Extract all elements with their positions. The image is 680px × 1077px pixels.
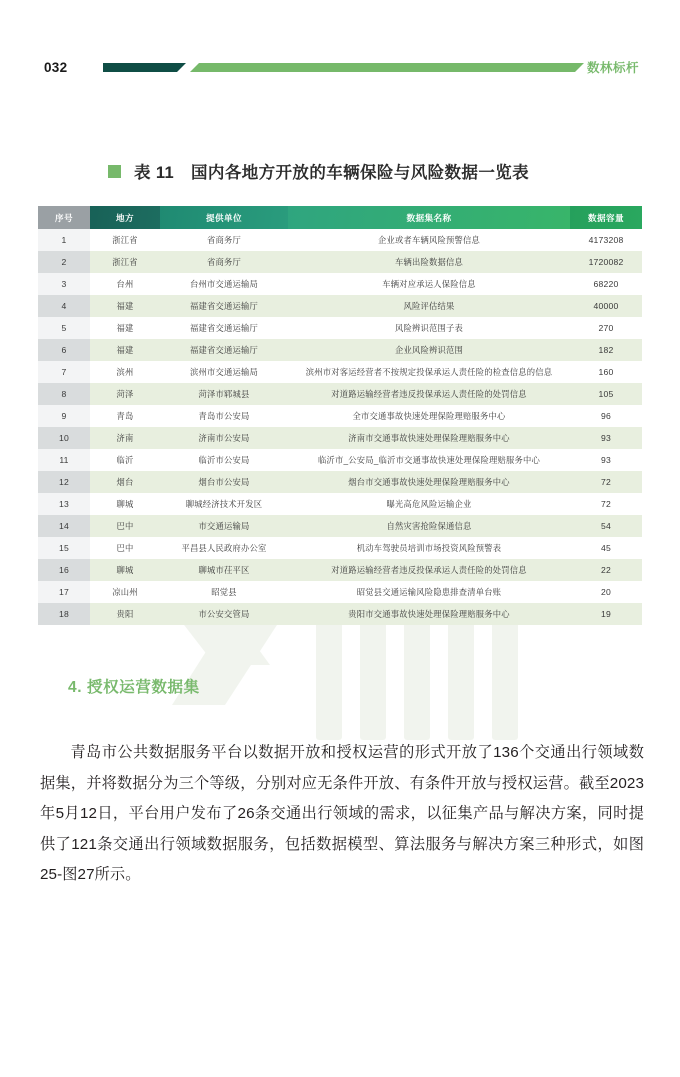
cell-sequence: 12 — [38, 471, 90, 493]
cell-capacity: 105 — [570, 383, 642, 405]
table-row — [38, 515, 642, 537]
column-header-dataset-name: 数据集名称 — [288, 206, 570, 229]
section-body-paragraph: 青岛市公共数据服务平台以数据开放和授权运营的形式开放了136个交通出行领域数据集，并将数据分为三个等级，分别对应无条件开放、有条件开放与授权运营。截至2023年5月12日，平台用户发布了26条交通出行领域的需求，以征集产品与解决方案，同时提供了121条交通出行领域数据服务，包括数据模型、算法服务与解决方案三种形式，如图25-图27所示。 — [40, 744, 644, 884]
table-header — [38, 206, 642, 229]
cell-place: 浙江省 — [90, 229, 160, 251]
cell-sequence: 3 — [38, 273, 90, 295]
cell-dataset-name: 济南市交通事故快速处理保险理赔服务中心 — [288, 427, 570, 449]
cell-place: 台州 — [90, 273, 160, 295]
column-header-capacity: 数据容量 — [570, 206, 642, 229]
cell-dataset-name: 对道路运输经营者违反投保承运人责任险的处罚信息 — [288, 383, 570, 405]
cell-place: 巴中 — [90, 515, 160, 537]
cell-capacity: 22 — [570, 559, 642, 581]
cell-dataset-name: 全市交通事故快速处理保险理赔服务中心 — [288, 405, 570, 427]
table-row — [38, 603, 642, 625]
cell-provider: 烟台市公安局 — [160, 471, 288, 493]
table-row — [38, 449, 642, 471]
cell-provider: 福建省交通运输厅 — [160, 295, 288, 317]
cell-sequence: 5 — [38, 317, 90, 339]
table-row — [38, 251, 642, 273]
cell-place: 福建 — [90, 295, 160, 317]
cell-sequence: 10 — [38, 427, 90, 449]
table-row — [38, 339, 642, 361]
cell-place: 烟台 — [90, 471, 160, 493]
cell-provider: 聊城经济技术开发区 — [160, 493, 288, 515]
cell-dataset-name: 企业或者车辆风险预警信息 — [288, 229, 570, 251]
cell-place: 聊城 — [90, 559, 160, 581]
cell-capacity: 72 — [570, 493, 642, 515]
cell-provider: 福建省交通运输厅 — [160, 339, 288, 361]
cell-dataset-name: 风险辨识范围子表 — [288, 317, 570, 339]
cell-provider: 省商务厅 — [160, 251, 288, 273]
cell-provider: 福建省交通运输厅 — [160, 317, 288, 339]
cell-provider: 省商务厅 — [160, 229, 288, 251]
cell-sequence: 1 — [38, 229, 90, 251]
vehicle-insurance-risk-data-table — [38, 206, 642, 625]
cell-provider: 平昌县人民政府办公室 — [160, 537, 288, 559]
cell-dataset-name: 车辆对应承运人保险信息 — [288, 273, 570, 295]
cell-dataset-name: 机动车驾驶员培训市场投资风险预警表 — [288, 537, 570, 559]
table-row — [38, 581, 642, 603]
cell-dataset-name: 对道路运输经营者违反投保承运人责任险的处罚信息 — [288, 559, 570, 581]
cell-capacity: 96 — [570, 405, 642, 427]
cell-capacity: 160 — [570, 361, 642, 383]
cell-provider: 市交通运输局 — [160, 515, 288, 537]
cell-dataset-name: 自然灾害抢险保通信息 — [288, 515, 570, 537]
table-row — [38, 405, 642, 427]
cell-place: 福建 — [90, 317, 160, 339]
cell-capacity: 19 — [570, 603, 642, 625]
table-row — [38, 295, 642, 317]
cell-sequence: 11 — [38, 449, 90, 471]
cell-provider: 菏泽市郓城县 — [160, 383, 288, 405]
cell-sequence: 17 — [38, 581, 90, 603]
cell-capacity: 1720082 — [570, 251, 642, 273]
cell-capacity: 54 — [570, 515, 642, 537]
table-row — [38, 537, 642, 559]
cell-sequence: 6 — [38, 339, 90, 361]
cell-sequence: 9 — [38, 405, 90, 427]
cell-capacity: 72 — [570, 471, 642, 493]
cell-place: 浙江省 — [90, 251, 160, 273]
cell-sequence: 18 — [38, 603, 90, 625]
cell-place: 济南 — [90, 427, 160, 449]
table-row — [38, 427, 642, 449]
cell-capacity: 93 — [570, 449, 642, 471]
cell-provider: 台州市交通运输局 — [160, 273, 288, 295]
square-marker-icon — [108, 165, 121, 178]
table-row — [38, 361, 642, 383]
page-header — [0, 56, 680, 82]
cell-provider: 市公安交管局 — [160, 603, 288, 625]
cell-place: 贵阳 — [90, 603, 160, 625]
table-caption — [108, 159, 529, 183]
cell-dataset-name: 车辆出险数据信息 — [288, 251, 570, 273]
table-row — [38, 383, 642, 405]
cell-capacity: 4173208 — [570, 229, 642, 251]
column-header-provider: 提供单位 — [160, 206, 288, 229]
cell-place: 巴中 — [90, 537, 160, 559]
cell-dataset-name: 昭觉县交通运输风险隐患排查清单台账 — [288, 581, 570, 603]
header-rule-dark — [103, 63, 186, 72]
table-row — [38, 317, 642, 339]
cell-dataset-name: 风险评估结果 — [288, 295, 570, 317]
cell-dataset-name: 企业风险辨识范围 — [288, 339, 570, 361]
cell-sequence: 13 — [38, 493, 90, 515]
cell-capacity: 45 — [570, 537, 642, 559]
cell-capacity: 182 — [570, 339, 642, 361]
cell-capacity: 93 — [570, 427, 642, 449]
cell-sequence: 4 — [38, 295, 90, 317]
cell-sequence: 7 — [38, 361, 90, 383]
cell-provider: 昭觉县 — [160, 581, 288, 603]
cell-capacity: 20 — [570, 581, 642, 603]
cell-place: 临沂 — [90, 449, 160, 471]
cell-dataset-name: 贵阳市交通事故快速处理保险理赔服务中心 — [288, 603, 570, 625]
cell-capacity: 40000 — [570, 295, 642, 317]
table-row — [38, 493, 642, 515]
table-row — [38, 273, 642, 295]
cell-provider: 滨州市交通运输局 — [160, 361, 288, 383]
cell-dataset-name: 烟台市交通事故快速处理保险理赔服务中心 — [288, 471, 570, 493]
column-header-place: 地方 — [90, 206, 160, 229]
cell-place: 菏泽 — [90, 383, 160, 405]
cell-sequence: 2 — [38, 251, 90, 273]
cell-provider: 临沂市公安局 — [160, 449, 288, 471]
cell-place: 聊城 — [90, 493, 160, 515]
cell-sequence: 14 — [38, 515, 90, 537]
cell-provider: 济南市公安局 — [160, 427, 288, 449]
cell-sequence: 16 — [38, 559, 90, 581]
column-header-sequence: 序号 — [38, 206, 90, 229]
cell-sequence: 15 — [38, 537, 90, 559]
cell-sequence: 8 — [38, 383, 90, 405]
table-header-row — [38, 206, 642, 229]
header-rule-light — [190, 63, 584, 72]
table-row — [38, 471, 642, 493]
cell-provider: 聊城市茌平区 — [160, 559, 288, 581]
cell-provider: 青岛市公安局 — [160, 405, 288, 427]
header-brand-label: 数林标杆 — [586, 61, 639, 75]
cell-capacity: 270 — [570, 317, 642, 339]
table-caption-text: 表 11 国内各地方开放的车辆保险与风险数据一览表 — [134, 164, 530, 182]
cell-dataset-name: 临沂市_公安局_临沂市交通事故快速处理保险理赔服务中心 — [288, 449, 570, 471]
table-row — [38, 559, 642, 581]
cell-dataset-name: 曝光高危风险运输企业 — [288, 493, 570, 515]
table-row — [38, 229, 642, 251]
cell-place: 滨州 — [90, 361, 160, 383]
section-heading: 4. 授权运营数据集 — [68, 678, 200, 696]
page-number: 032 — [44, 60, 68, 75]
cell-dataset-name: 滨州市对客运经营者不按规定投保承运人责任险的检查信息的信息 — [288, 361, 570, 383]
cell-place: 凉山州 — [90, 581, 160, 603]
cell-place: 福建 — [90, 339, 160, 361]
cell-capacity: 68220 — [570, 273, 642, 295]
cell-place: 青岛 — [90, 405, 160, 427]
table-body — [38, 229, 642, 625]
